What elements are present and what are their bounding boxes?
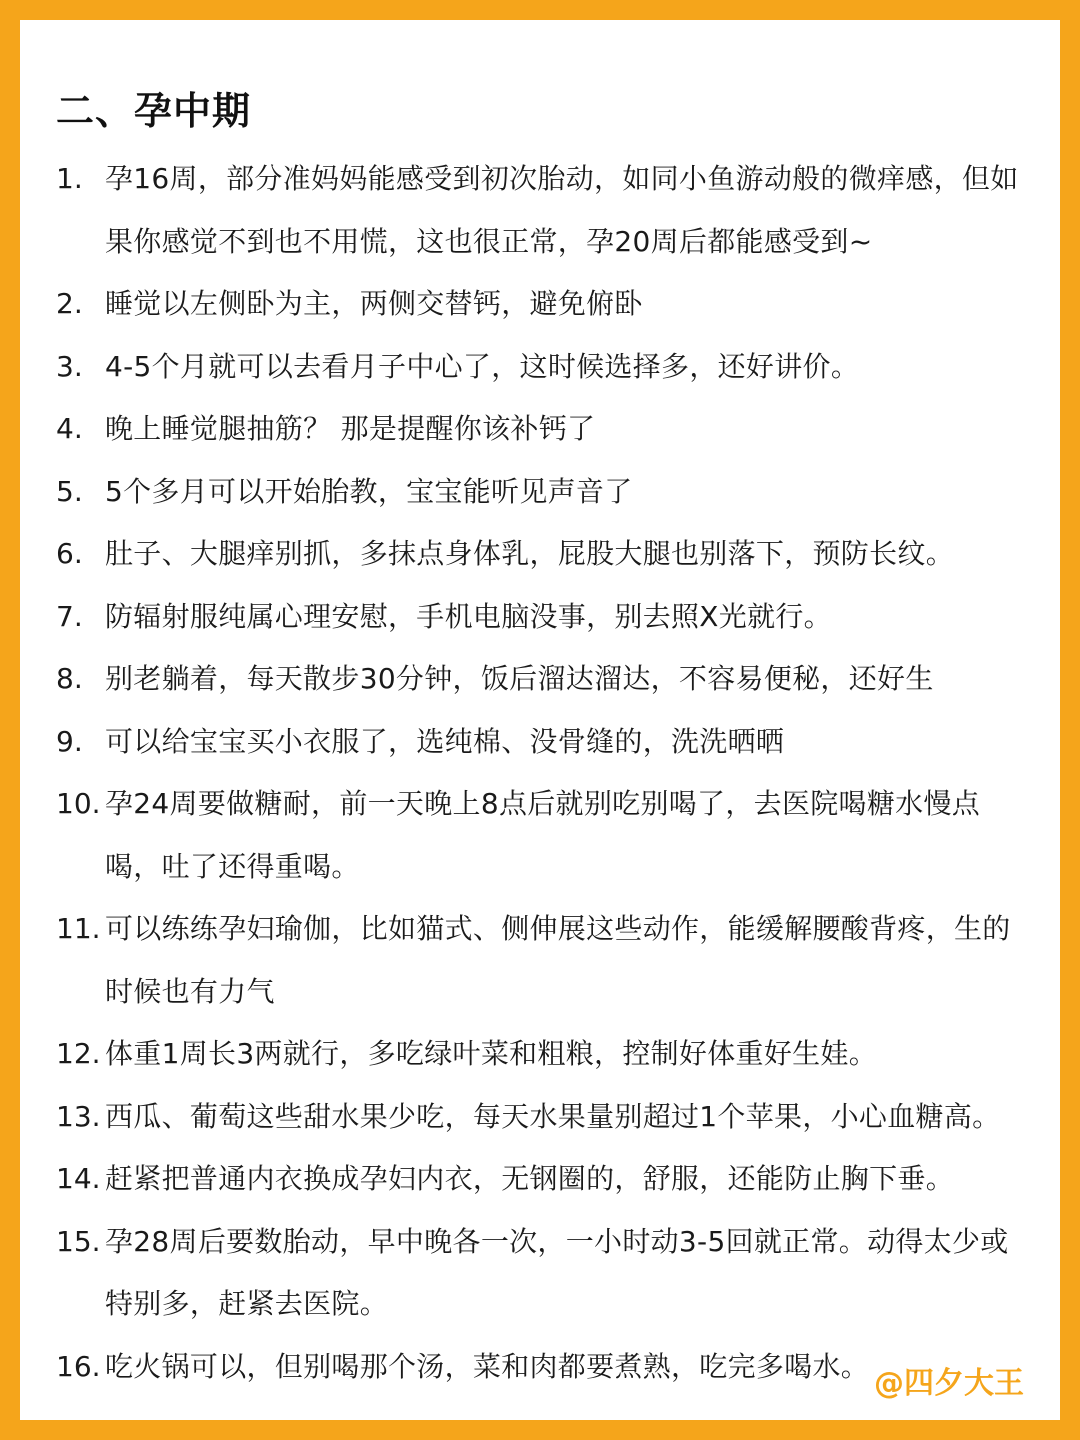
- list-item: [56, 1023, 1028, 1086]
- item-text: 4-5个月就可以去看月子中心了，这时候选择多，还好讲价。: [105, 349, 860, 383]
- item-text: 肚子、大腿痒别抓，多抹点身体乳，屁股大腿也别落下，预防长纹。: [105, 537, 955, 570]
- list-item: [56, 336, 1028, 399]
- author-watermark: @四夕大王: [874, 1366, 1024, 1401]
- item-text: 孕28周后要数胎动，早中晚各一次，一小时动3-5回就正常。动得太少或特别多，赶紧去医院。: [105, 1224, 1009, 1320]
- list-item: [56, 148, 1028, 273]
- list-item: [56, 773, 1028, 898]
- item-text: 5个多月可以开始胎教，宝宝能听见声音了: [105, 474, 633, 508]
- item-text: 别老躺着，每天散步30分钟，饭后溜达溜达，不容易便秘，还好生: [105, 662, 934, 695]
- item-text: 孕16周，部分准妈妈能感受到初次胎动，如同小鱼游动般的微痒感，但如果你感觉不到也不用慌，这也很正常，孕20周后都能感受到~: [105, 162, 1019, 258]
- section-title: 二、孕中期: [56, 89, 252, 133]
- item-number: 4.: [56, 412, 83, 445]
- list-item: [56, 398, 1028, 461]
- item-text: 晚上睡觉腿抽筋？ 那是提醒你该补钙了: [105, 412, 596, 445]
- list-item: [56, 711, 1028, 774]
- list-item: [56, 273, 1028, 336]
- item-number: 3.: [56, 349, 83, 383]
- item-number: 5.: [56, 474, 83, 508]
- item-text: 体重1周长3两就行，多吃绿叶菜和粗粮，控制好体重好生娃。: [105, 1037, 878, 1070]
- item-number: 8.: [56, 662, 83, 695]
- item-number: 14.: [56, 1162, 101, 1195]
- list-item: [56, 648, 1028, 711]
- item-text: 吃火锅可以，但别喝那个汤，菜和肉都要煮熟，吃完多喝水。: [105, 1349, 870, 1383]
- list-item: [56, 1086, 1028, 1149]
- item-number: 11.: [56, 912, 101, 945]
- item-number: 2.: [56, 287, 83, 320]
- list-item: [56, 461, 1028, 524]
- list-item: [56, 898, 1028, 1023]
- item-number: 12.: [56, 1037, 101, 1070]
- list-item: [56, 523, 1028, 586]
- item-number: 13.: [56, 1099, 101, 1133]
- item-number: 6.: [56, 537, 83, 570]
- item-number: 9.: [56, 724, 83, 758]
- list-item: [56, 586, 1028, 649]
- item-text: 赶紧把普通内衣换成孕妇内衣，无钢圈的，舒服，还能防止胸下垂。: [105, 1162, 955, 1195]
- content-card: [20, 20, 1060, 1420]
- item-number: 1.: [56, 162, 83, 195]
- item-number: 16.: [56, 1349, 101, 1383]
- item-text: 睡觉以左侧卧为主，两侧交替钙，避免俯卧: [105, 287, 643, 320]
- list-item: [56, 1148, 1028, 1211]
- item-number: 10.: [56, 787, 101, 820]
- item-number: 15.: [56, 1224, 101, 1258]
- item-text: 西瓜、葡萄这些甜水果少吃，每天水果量别超过1个苹果，小心血糖高。: [105, 1099, 1001, 1133]
- item-text: 可以给宝宝买小衣服了，选纯棉、没骨缝的，洗洗晒晒: [105, 724, 785, 758]
- item-text: 可以练练孕妇瑜伽，比如猫式、侧伸展这些动作，能缓解腰酸背疼，生的时候也有力气: [105, 912, 1011, 1008]
- item-text: 防辐射服纯属心理安慰，手机电脑没事，别去照X光就行。: [105, 599, 832, 633]
- list-item: [56, 1211, 1028, 1336]
- item-text: 孕24周要做糖耐，前一天晚上8点后就别吃别喝了，去医院喝糖水慢点喝，吐了还得重喝。: [105, 787, 981, 883]
- item-number: 7.: [56, 599, 83, 633]
- tips-list: [56, 148, 1028, 1398]
